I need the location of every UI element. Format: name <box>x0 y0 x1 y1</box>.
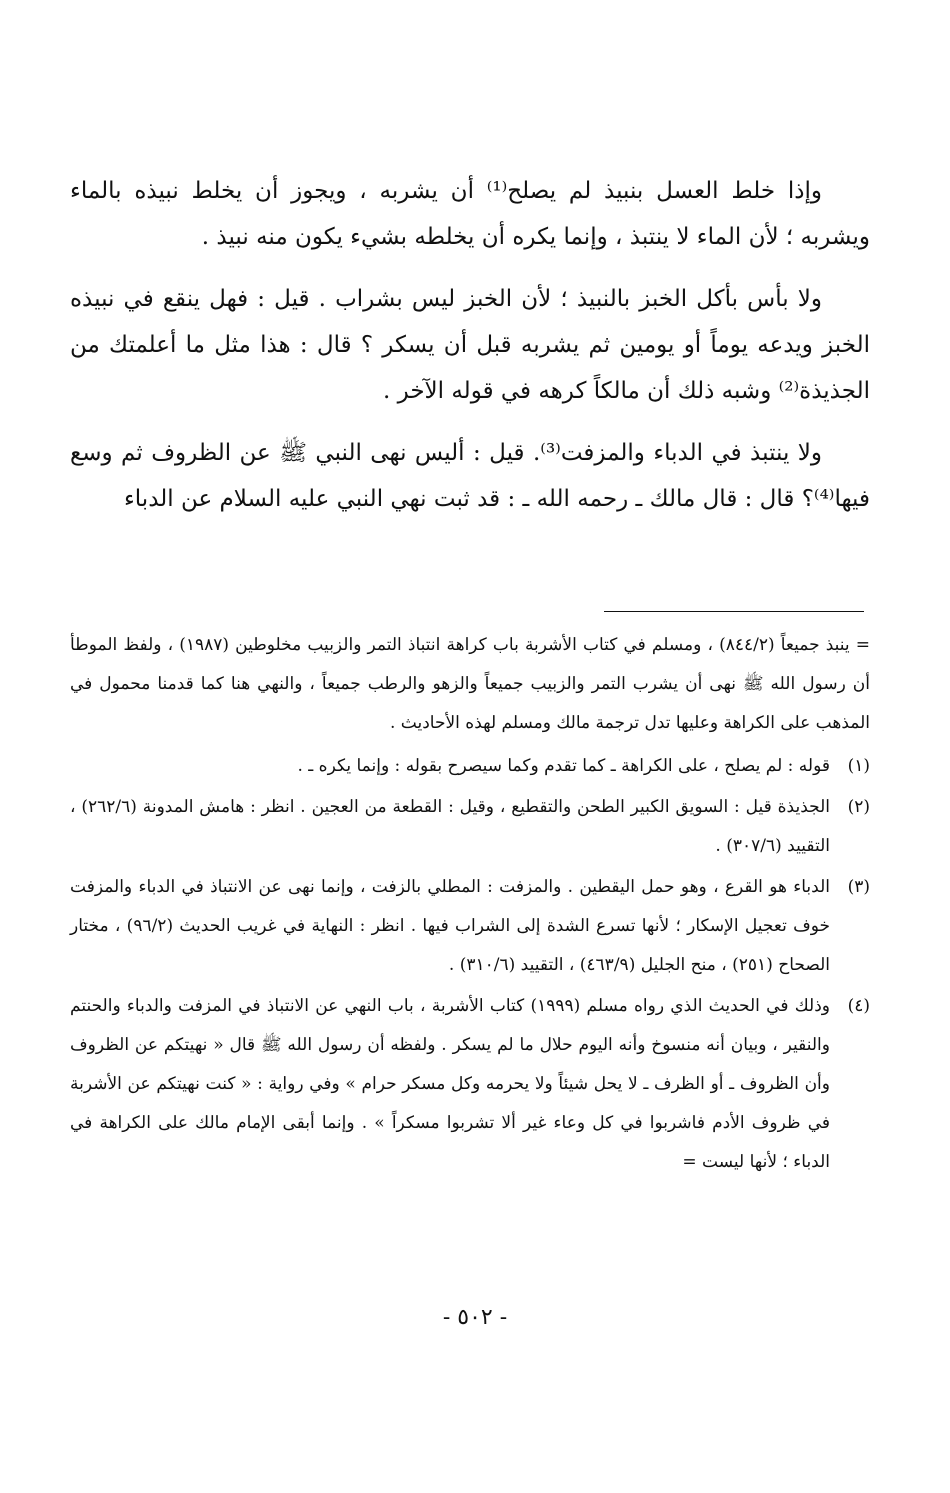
footnote-number: (٣) <box>847 877 870 897</box>
footnote <box>70 788 870 866</box>
footnote-text: وذلك في الحديث الذي رواه مسلم (١٩٩٩) كتاب الأشربة ، باب النهي عن الانتباذ في المزفت والدباء والحنتم والنقير ، وبيان أنه منسوخ وأنه اليوم حلال ما لم يسكر . ولفظه أن رسول الله ﷺ قال « نهيتكم عن الظروف وأن الظروف ـ أو الظرف ـ لا يحل شيئاً ولا يحرمه وكل مسكر حرام » وفي رواية : « كنت نهيتكم عن الأشربة في ظروف الأدم فاشربوا في كل وعاء غير ألا تشربوا مسكراً » . وإنما أبقى الإمام مالك على الكراهة في الدباء ؛ لأنها ليست = <box>70 996 830 1172</box>
main-text <box>70 168 870 538</box>
main-paragraph: وإذا خلط العسل بنبيذ لم يصلح⁽¹⁾ أن يشربه ، ويجوز أن يخلط نبيذه بالماء ويشربه ؛ لأن الماء لا ينتبذ ، وإنما يكره أن يخلطه بشيء يكون منه نبيذ . <box>70 178 870 250</box>
footnote-text: الجذيذة قيل : السويق الكبير الطحن والتقطيع ، وقيل : القطعة من العجين . انظر : هامش المدونة (٢٦٢/٦) ، التقييد (٣٠٧/٦) . <box>70 797 830 856</box>
footnote <box>70 868 870 985</box>
footnote-separator <box>604 611 864 612</box>
footnote-number: (١) <box>847 756 870 776</box>
footnote-number: (٤) <box>847 996 870 1016</box>
footnotes <box>70 626 870 1184</box>
footnote-text: قوله : لم يصلح ، على الكراهة ـ كما تقدم وكما سيصرح بقوله : وإنما يكره ـ . <box>297 756 830 776</box>
main-paragraph: ولا ينتبذ في الدباء والمزفت⁽³⁾. قيل : أليس نهى النبي ﷺ عن الظروف ثم وسع فيها⁽⁴⁾؟ قال : قال مالك ـ رحمه الله ـ : قد ثبت نهي النبي عليه السلام عن الدباء <box>70 440 870 512</box>
footnote <box>70 747 870 786</box>
page-number: - ٥٠٢ - <box>442 1305 508 1330</box>
footnote-continuation: = ينبذ جميعاً (٨٤٤/٢) ، ومسلم في كتاب الأشربة باب كراهة انتباذ التمر والزبيب مخلوطين (١٩٨٧) ، ولفظ الموطأ أن رسول الله ﷺ نهى أن يشرب التمر والزبيب جميعاً والزهو والرطب جميعاً ، والنهي هنا كما قدمنا محمول في المذهب على الكراهة وعليها تدل ترجمة مالك ومسلم لهذه الأحاديث . <box>70 635 870 733</box>
footnote <box>70 987 870 1182</box>
footnote-text: الدباء هو القرع ، وهو حمل اليقطين . والمزفت : المطلي بالزفت ، وإنما نهى عن الانتباذ في الدباء والمزفت خوف تعجيل الإسكار ؛ لأنها تسرع الشدة إلى الشراب فيها . انظر : النهاية في غريب الحديث (٩٦/٢) ، مختار الصحاح (٢٥١) ، منح الجليل (٤٦٣/٩) ، التقييد (٣١٠/٦) . <box>70 877 831 975</box>
main-paragraph: ولا بأس بأكل الخبز بالنبيذ ؛ لأن الخبز ليس بشراب . قيل : فهل ينقع في نبيذه الخبز ويدعه يوماً أو يومين ثم يشربه قبل أن يسكر ؟ قال : هذا مثل ما أعلمتك من الجذيذة⁽²⁾ وشبه ذلك أن مالكاً كرهه في قوله الآخر . <box>70 286 870 404</box>
footnote-number: (٢) <box>847 797 870 817</box>
